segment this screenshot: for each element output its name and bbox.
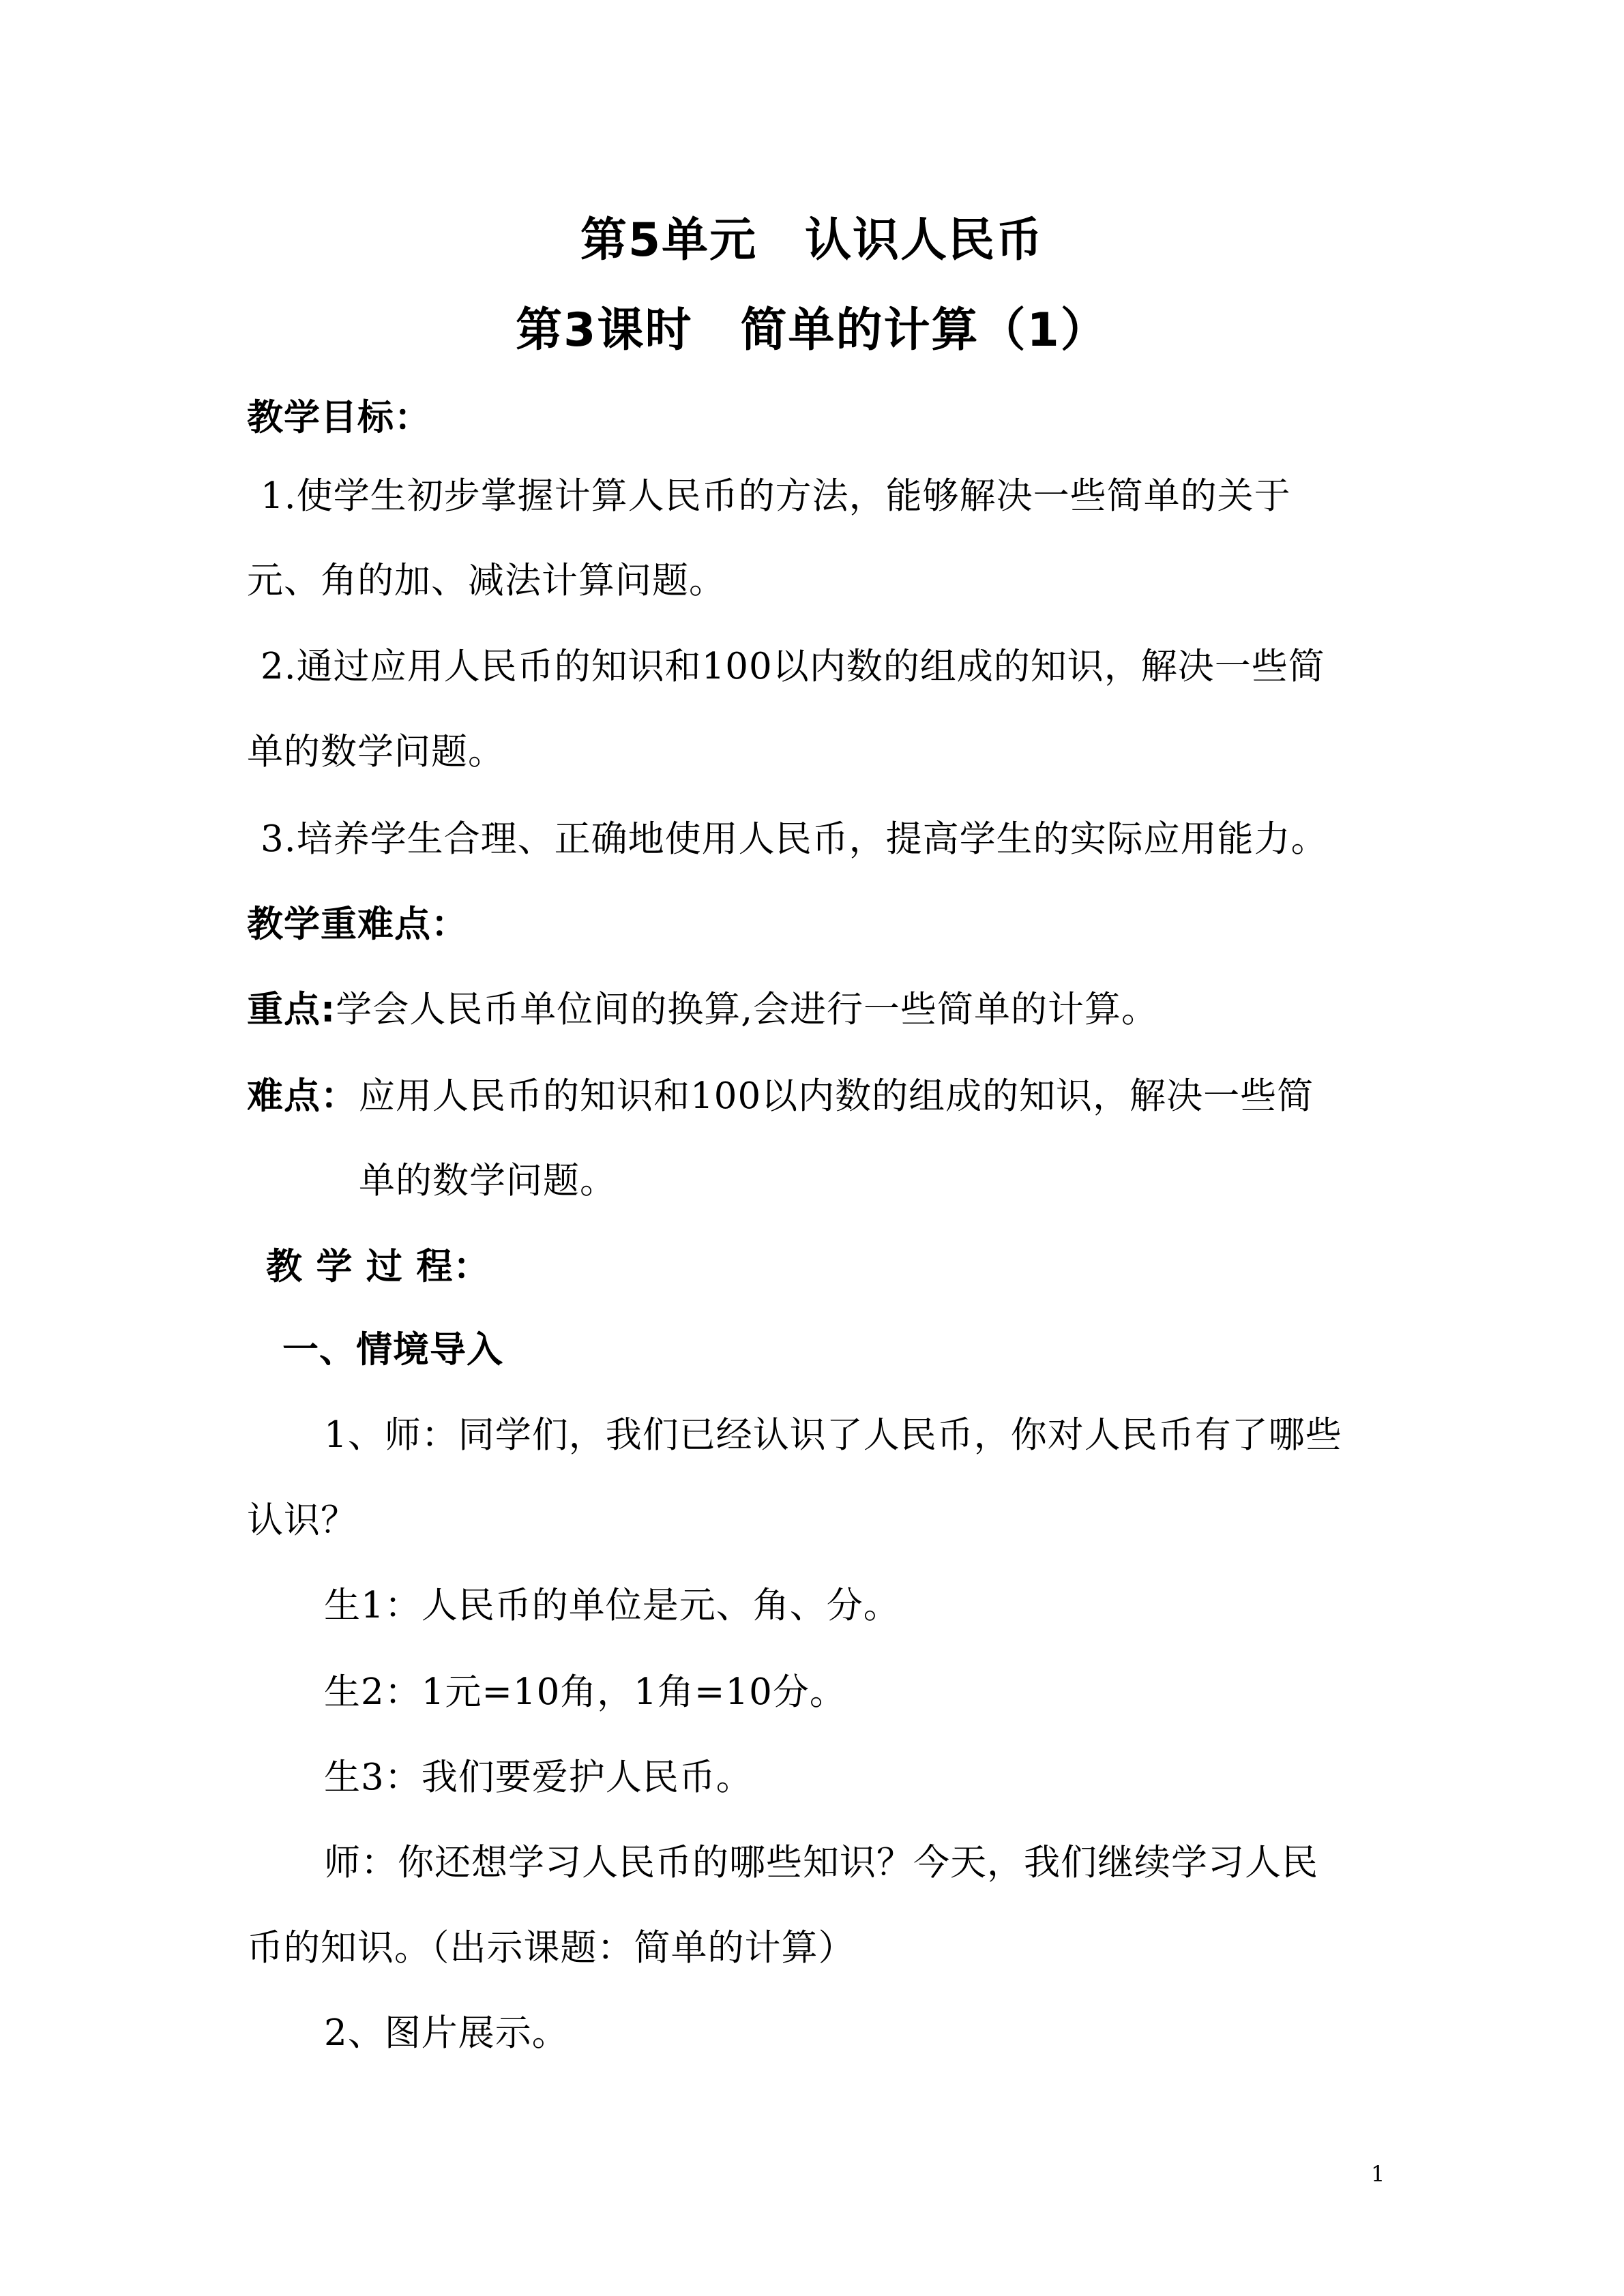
objective-2-line-2: 单的数学问题。 xyxy=(247,731,505,773)
objective-1-line-1: 1.使学生初步掌握计算人民币的方法，能够解决一些简单的关于 xyxy=(261,475,1291,517)
key-points-heading: 教学重难点： xyxy=(247,904,468,945)
section-1-heading: 一、情境导入 xyxy=(282,1329,503,1371)
focus-label: 重点: xyxy=(247,989,336,1030)
student-3-answer: 生3：我们要爱护人民币。 xyxy=(324,1757,753,1798)
focus-line xyxy=(247,986,1158,1034)
difficulty-label: 难点： xyxy=(247,1075,357,1117)
document-subtitle: 第3课时 简单的计算（1） xyxy=(516,303,1108,357)
objective-2-line-1: 2.通过应用人民币的知识和100以内数的组成的知识，解决一些简 xyxy=(261,646,1325,687)
teacher-line-2: 币的知识。（出示课题：简单的计算） xyxy=(247,1927,855,1969)
student-2-answer: 生2：1元=10角，1角=10分。 xyxy=(324,1671,846,1713)
page-number: 1 xyxy=(1371,2161,1385,2187)
paragraph-2: 2、图片展示。 xyxy=(324,2012,569,2054)
objective-3: 3.培养学生合理、正确地使用人民币，提高学生的实际应用能力。 xyxy=(261,818,1328,860)
document-title: 第5单元 认识人民币 xyxy=(580,213,1044,267)
paragraph-1-line-2: 认识？ xyxy=(247,1500,357,1541)
objective-1-line-2: 元、角的加、减法计算问题。 xyxy=(247,560,726,601)
teacher-line-1: 师：你还想学习人民币的哪些知识？今天，我们继续学习人民 xyxy=(324,1842,1318,1883)
focus-text: 学会人民币单位间的换算,会进行一些简单的计算。 xyxy=(336,989,1159,1030)
difficulty-line-2: 单的数学问题。 xyxy=(359,1160,617,1202)
student-1-answer: 生1：人民币的单位是元、角、分。 xyxy=(324,1585,900,1626)
objectives-heading: 教学目标： xyxy=(247,397,431,438)
paragraph-1-line-1: 1、师：同学们，我们已经认识了人民币，你对人民币有了哪些 xyxy=(324,1414,1342,1456)
difficulty-line-1: 应用人民币的知识和100以内数的组成的知识，解决一些简 xyxy=(359,1075,1314,1117)
process-heading: 教 学 过 程： xyxy=(266,1246,490,1287)
